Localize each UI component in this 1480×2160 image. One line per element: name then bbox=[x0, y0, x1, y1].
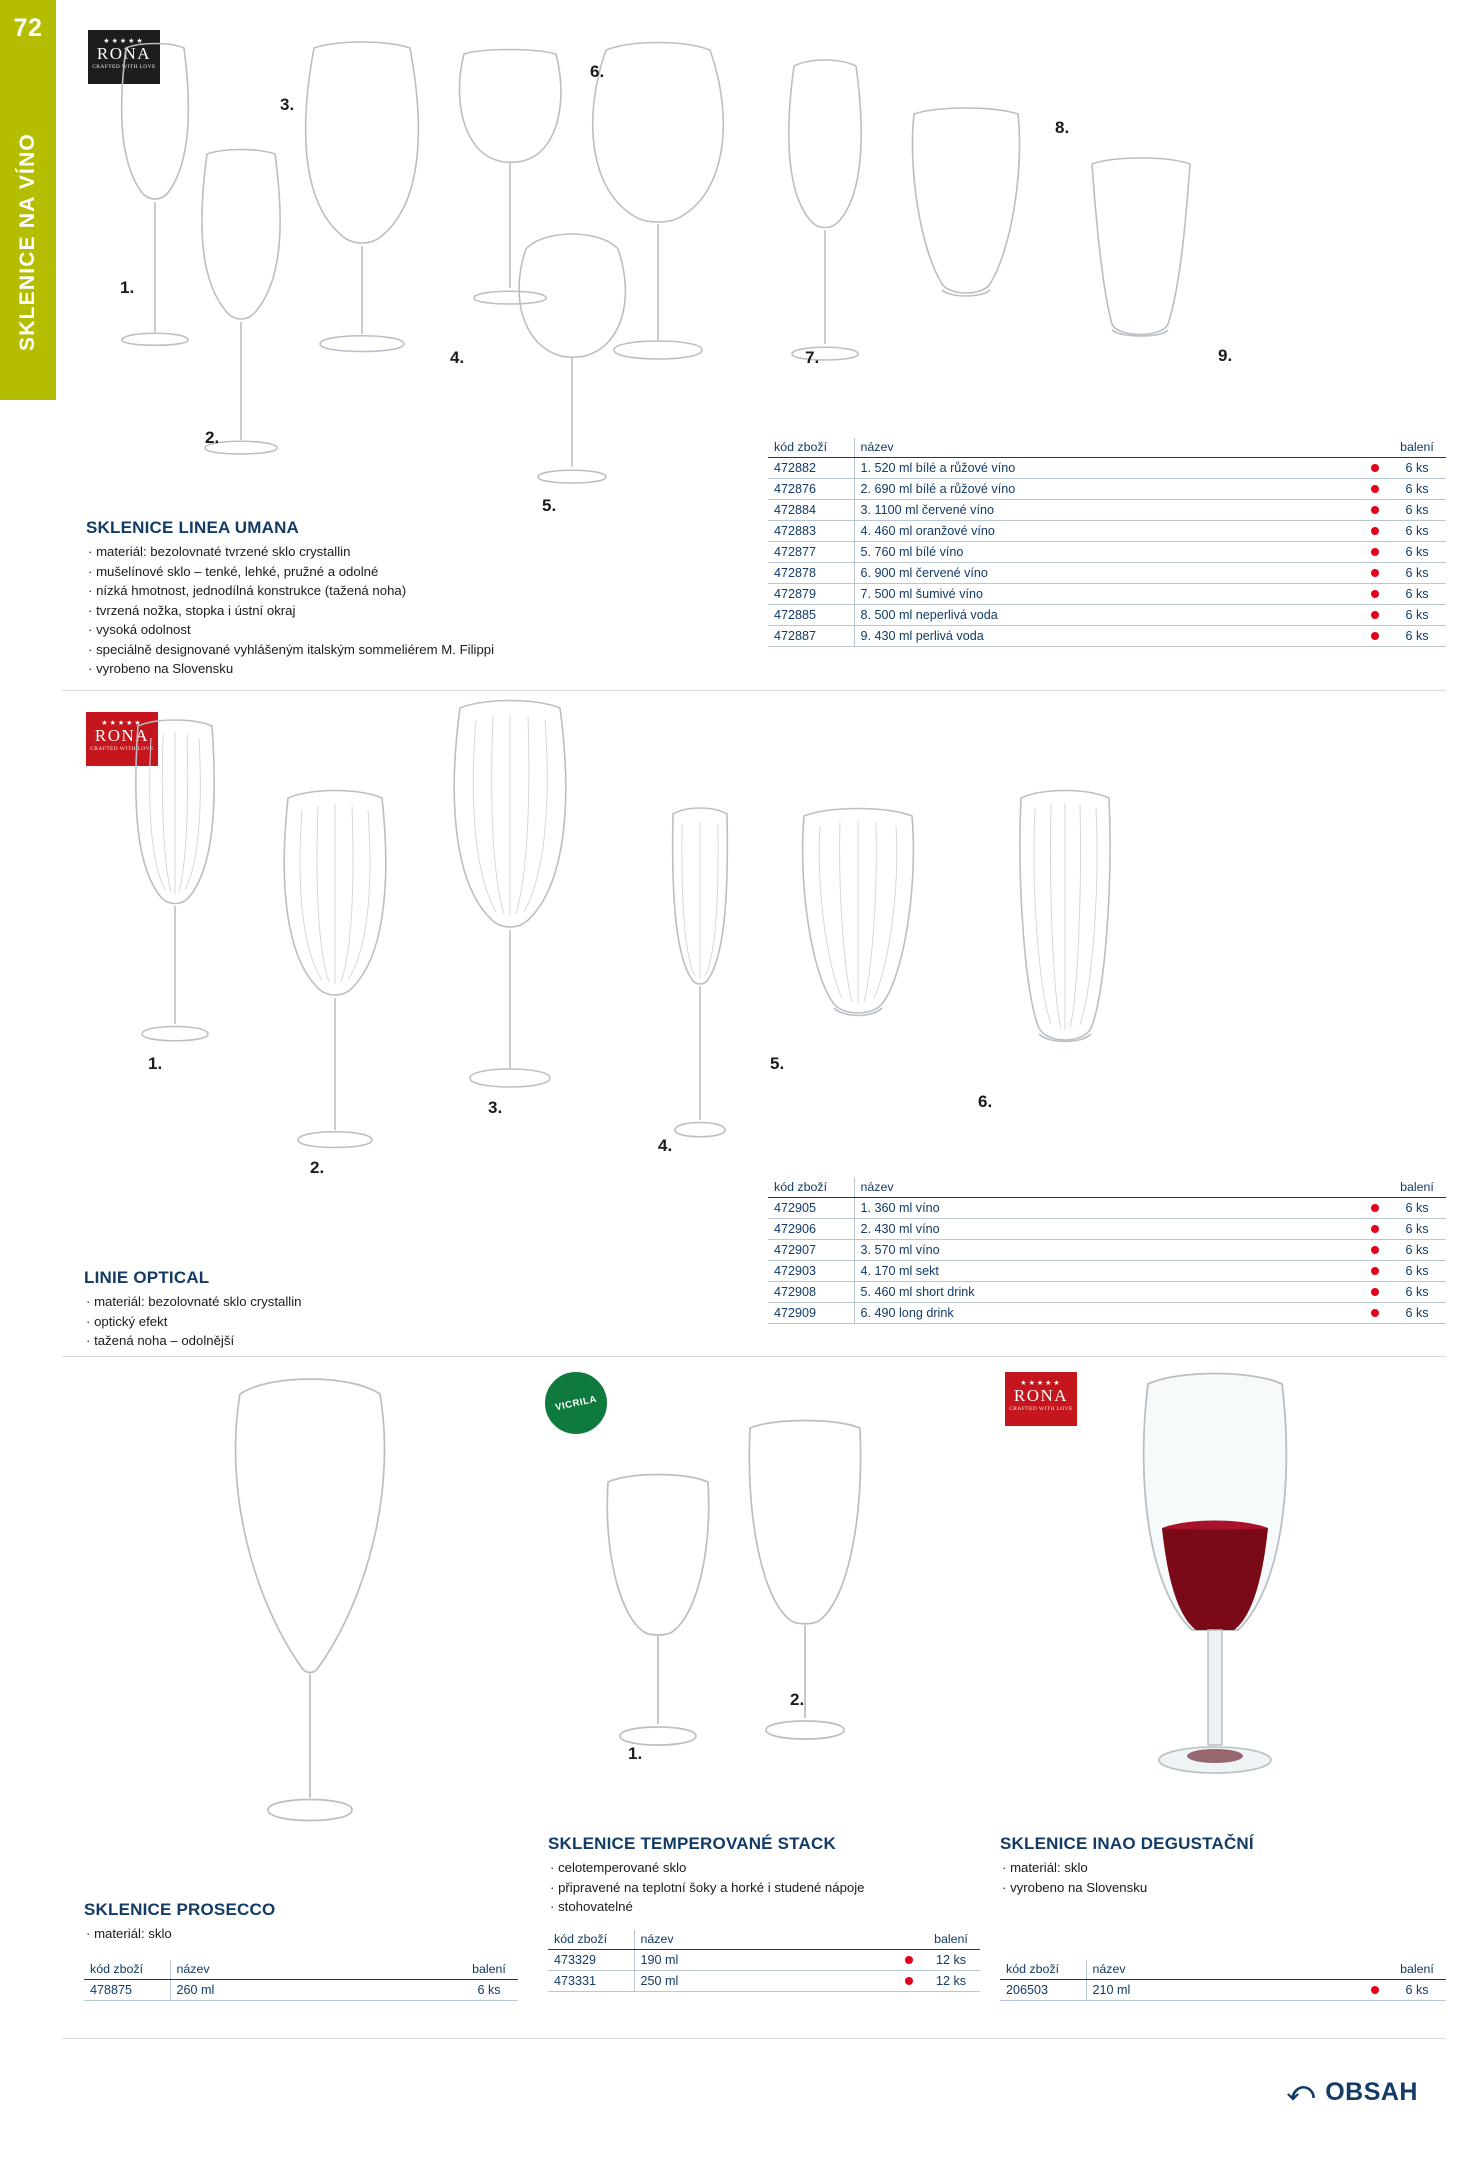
red-dot-icon bbox=[1371, 1986, 1379, 1994]
cell-name: 1. 520 ml bílé a růžové víno bbox=[854, 458, 1362, 479]
cell-pack: 6 ks bbox=[1388, 479, 1446, 500]
table-header-row bbox=[768, 438, 1446, 458]
cell-pack: 12 ks bbox=[922, 1971, 980, 1992]
bullet: · materiál: sklo bbox=[1002, 1858, 1342, 1878]
th-dot bbox=[1362, 438, 1388, 458]
cell-dot bbox=[1362, 605, 1388, 626]
table-row bbox=[768, 479, 1446, 500]
table-row bbox=[768, 1198, 1446, 1219]
cell-dot bbox=[1362, 1240, 1388, 1261]
product-image-8 bbox=[898, 108, 1033, 318]
table-row bbox=[768, 1240, 1446, 1261]
red-dot-icon bbox=[1371, 1204, 1379, 1212]
callout-1-4: 4. bbox=[450, 348, 465, 367]
product-image-prosecco bbox=[210, 1368, 410, 1838]
cell-pack: 6 ks bbox=[1388, 584, 1446, 605]
cell-dot bbox=[1362, 1198, 1388, 1219]
callout-1-7: 7. bbox=[805, 348, 820, 367]
cell-dot bbox=[1362, 479, 1388, 500]
cell-code: 472903 bbox=[768, 1261, 854, 1282]
cell-name: 260 ml bbox=[170, 1980, 460, 2001]
cell-name: 9. 430 ml perlivá voda bbox=[854, 626, 1362, 647]
cell-name: 5. 460 ml short drink bbox=[854, 1282, 1362, 1303]
bullet: · připravené na teplotní šoky a horké i studené nápoje bbox=[550, 1878, 970, 1898]
cell-code: 472882 bbox=[768, 458, 854, 479]
rona-name: RONA bbox=[96, 44, 152, 63]
red-dot-icon bbox=[1371, 548, 1379, 556]
red-dot-icon bbox=[1371, 611, 1379, 619]
red-dot-icon bbox=[1371, 632, 1379, 640]
cell-code: 472907 bbox=[768, 1240, 854, 1261]
rona-name: RONA bbox=[1013, 1386, 1069, 1405]
red-dot-icon bbox=[1371, 464, 1379, 472]
red-dot-icon bbox=[1371, 1288, 1379, 1296]
cell-dot bbox=[1362, 626, 1388, 647]
price-table-inao bbox=[1000, 1960, 1446, 2001]
callout-1-3: 3. bbox=[280, 95, 295, 114]
cell-code: 472906 bbox=[768, 1219, 854, 1240]
cell-pack: 6 ks bbox=[1388, 542, 1446, 563]
cell-name: 2. 690 ml bílé a růžové víno bbox=[854, 479, 1362, 500]
th-pack: balení bbox=[1388, 438, 1446, 458]
cell-pack: 6 ks bbox=[1388, 1261, 1446, 1282]
product-bullets-stack bbox=[550, 1858, 970, 1917]
cell-code: 473329 bbox=[548, 1950, 634, 1971]
cell-pack: 12 ks bbox=[922, 1950, 980, 1971]
cell-code: 478875 bbox=[84, 1980, 170, 2001]
cell-dot bbox=[1362, 1303, 1388, 1324]
th-pack: balení bbox=[460, 1960, 518, 1980]
callout-1-6: 6. bbox=[590, 62, 605, 81]
callout-1-5: 5. bbox=[542, 496, 557, 515]
cell-name: 6. 900 ml červené víno bbox=[854, 563, 1362, 584]
cell-code: 472879 bbox=[768, 584, 854, 605]
cell-dot bbox=[1362, 521, 1388, 542]
brand-logo-vicrila bbox=[545, 1372, 607, 1434]
table-row bbox=[768, 500, 1446, 521]
red-dot-icon bbox=[1371, 527, 1379, 535]
product-image-7 bbox=[770, 58, 880, 388]
page-side-tab bbox=[0, 0, 56, 400]
cell-pack: 6 ks bbox=[1388, 1240, 1446, 1261]
cell-code: 472876 bbox=[768, 479, 854, 500]
product-image-stack-2 bbox=[730, 1420, 880, 1800]
callout-1-8: 8. bbox=[1055, 118, 1070, 137]
table-row bbox=[768, 605, 1446, 626]
divider-2 bbox=[62, 1356, 1446, 1357]
red-dot-icon bbox=[905, 1977, 913, 1985]
cell-dot bbox=[1362, 563, 1388, 584]
obsah-label: OBSAH bbox=[1325, 2077, 1418, 2106]
product-title-linea-umana: SKLENICE LINEA UMANA bbox=[86, 518, 300, 537]
cell-dot bbox=[1362, 1219, 1388, 1240]
cell-pack: 6 ks bbox=[460, 1980, 518, 2001]
callout-4-2: 2. bbox=[790, 1690, 805, 1709]
product-bullets-linea-umana bbox=[88, 542, 618, 679]
table-row bbox=[768, 626, 1446, 647]
page-number: 72 bbox=[13, 14, 43, 42]
product-title-inao: SKLENICE INAO DEGUSTAČNÍ bbox=[1000, 1834, 1254, 1853]
callout-1-1: 1. bbox=[120, 278, 135, 297]
rona-name: RONA bbox=[94, 726, 150, 745]
callout-2-6: 6. bbox=[978, 1092, 993, 1111]
cell-dot bbox=[1362, 500, 1388, 521]
th-name: název bbox=[634, 1930, 896, 1950]
price-table-linea-umana bbox=[768, 438, 1446, 647]
callout-1-2: 2. bbox=[205, 428, 220, 447]
product-bullets-linie-optical bbox=[86, 1292, 506, 1351]
product-image-2 bbox=[185, 148, 295, 478]
bullet: · celotemperované sklo bbox=[550, 1858, 970, 1878]
cell-dot bbox=[1362, 1261, 1388, 1282]
cell-pack: 6 ks bbox=[1388, 626, 1446, 647]
cell-dot bbox=[1362, 542, 1388, 563]
page-category-label: SKLENICE NA VÍNO bbox=[16, 133, 39, 351]
cell-name: 3. 1100 ml červené víno bbox=[854, 500, 1362, 521]
cell-code: 472884 bbox=[768, 500, 854, 521]
cell-dot bbox=[896, 1950, 922, 1971]
table-row bbox=[768, 1303, 1446, 1324]
callout-2-5: 5. bbox=[770, 1054, 785, 1073]
product-image-optical-1 bbox=[118, 718, 233, 1068]
cell-name: 6. 490 long drink bbox=[854, 1303, 1362, 1324]
th-dot bbox=[896, 1930, 922, 1950]
vicrila-name: VICRILA bbox=[554, 1393, 598, 1413]
table-row bbox=[768, 458, 1446, 479]
cell-name: 7. 500 ml šumivé víno bbox=[854, 584, 1362, 605]
cell-name: 1. 360 ml víno bbox=[854, 1198, 1362, 1219]
bullet: · tažená noha – odolnější bbox=[86, 1331, 506, 1351]
rona-sub: CRAFTED WITH LOVE bbox=[92, 64, 156, 70]
cell-pack: 6 ks bbox=[1388, 500, 1446, 521]
back-arrow-icon: ⤺ bbox=[1286, 2076, 1316, 2106]
bullet: · vyrobeno na Slovensku bbox=[88, 659, 618, 679]
product-image-inao bbox=[1110, 1368, 1320, 1838]
cell-name: 210 ml bbox=[1086, 1980, 1362, 2001]
bullet: · materiál: bezolovnaté tvrzené sklo crystallin bbox=[88, 542, 618, 562]
th-code: kód zboží bbox=[1000, 1960, 1086, 1980]
th-name: název bbox=[170, 1960, 460, 1980]
obsah-link[interactable] bbox=[1287, 2076, 1418, 2108]
cell-dot bbox=[1362, 1980, 1388, 2001]
red-dot-icon bbox=[1371, 569, 1379, 577]
cell-code: 473331 bbox=[548, 1971, 634, 1992]
bullet: · vyrobeno na Slovensku bbox=[1002, 1878, 1342, 1898]
cell-pack: 6 ks bbox=[1388, 458, 1446, 479]
product-image-optical-4 bbox=[655, 808, 745, 1168]
bullet: · nízká hmotnost, jednodílná konstrukce (tažená noha) bbox=[88, 581, 618, 601]
product-image-optical-3 bbox=[440, 700, 580, 1120]
table-row bbox=[768, 521, 1446, 542]
cell-pack: 6 ks bbox=[1388, 563, 1446, 584]
cell-name: 8. 500 ml neperlivá voda bbox=[854, 605, 1362, 626]
table-row bbox=[548, 1971, 980, 1992]
th-code: kód zboží bbox=[84, 1960, 170, 1980]
red-dot-icon bbox=[1371, 506, 1379, 514]
callout-1-9: 9. bbox=[1218, 346, 1233, 365]
bullet: · vysoká odolnost bbox=[88, 620, 618, 640]
table-row bbox=[84, 1980, 518, 2001]
product-image-6 bbox=[578, 40, 738, 400]
product-title-stack: SKLENICE TEMPEROVANÉ STACK bbox=[548, 1834, 836, 1853]
th-pack: balení bbox=[922, 1930, 980, 1950]
callout-2-1: 1. bbox=[148, 1054, 163, 1073]
divider-3 bbox=[62, 2038, 1446, 2039]
cell-name: 190 ml bbox=[634, 1950, 896, 1971]
product-image-3 bbox=[290, 38, 435, 383]
cell-dot bbox=[1362, 584, 1388, 605]
product-image-optical-5 bbox=[790, 808, 925, 1048]
bullet: · stohovatelné bbox=[550, 1897, 970, 1917]
cell-code: 472887 bbox=[768, 626, 854, 647]
th-pack: balení bbox=[1388, 1960, 1446, 1980]
cell-name: 4. 460 ml oranžové víno bbox=[854, 521, 1362, 542]
bullet: · materiál: bezolovnaté sklo crystallin bbox=[86, 1292, 506, 1312]
bullet: · speciálně designované vyhlášeným italským sommeliérem M. Filippi bbox=[88, 640, 618, 660]
th-pack: balení bbox=[1388, 1178, 1446, 1198]
callout-4-1: 1. bbox=[628, 1744, 643, 1763]
cell-code: 472908 bbox=[768, 1282, 854, 1303]
callout-2-2: 2. bbox=[310, 1158, 325, 1177]
cell-name: 3. 570 ml víno bbox=[854, 1240, 1362, 1261]
table-row bbox=[548, 1950, 980, 1971]
cell-code: 206503 bbox=[1000, 1980, 1086, 2001]
bullet: · optický efekt bbox=[86, 1312, 506, 1332]
table-row bbox=[768, 542, 1446, 563]
cell-code: 472878 bbox=[768, 563, 854, 584]
product-bullets-prosecco bbox=[86, 1924, 386, 1944]
cell-dot bbox=[896, 1971, 922, 1992]
th-dot bbox=[1362, 1960, 1388, 1980]
red-dot-icon bbox=[1371, 1309, 1379, 1317]
red-dot-icon bbox=[1371, 1225, 1379, 1233]
red-dot-icon bbox=[1371, 590, 1379, 598]
rona-sub: CRAFTED WITH LOVE bbox=[1009, 1406, 1073, 1412]
cell-pack: 6 ks bbox=[1388, 1303, 1446, 1324]
product-bullets-inao bbox=[1002, 1858, 1342, 1897]
cell-name: 250 ml bbox=[634, 1971, 896, 1992]
brand-logo-rona-red-2 bbox=[1005, 1372, 1077, 1426]
cell-code: 472885 bbox=[768, 605, 854, 626]
table-row bbox=[768, 584, 1446, 605]
red-dot-icon bbox=[905, 1956, 913, 1964]
red-dot-icon bbox=[1371, 1246, 1379, 1254]
th-code: kód zboží bbox=[548, 1930, 634, 1950]
product-image-stack-1 bbox=[588, 1474, 728, 1804]
price-table-linie-optical bbox=[768, 1178, 1446, 1324]
product-title-prosecco: SKLENICE PROSECCO bbox=[84, 1900, 276, 1919]
rona-sub: CRAFTED WITH LOVE bbox=[90, 746, 154, 752]
table-header-row bbox=[84, 1960, 518, 1980]
table-row bbox=[768, 563, 1446, 584]
th-dot bbox=[1362, 1178, 1388, 1198]
th-code: kód zboží bbox=[768, 1178, 854, 1198]
rona-stars: ★★★★★ bbox=[103, 37, 145, 45]
product-image-9 bbox=[1078, 158, 1203, 358]
cell-name: 5. 760 ml bílé víno bbox=[854, 542, 1362, 563]
table-header-row bbox=[548, 1930, 980, 1950]
price-table-prosecco bbox=[84, 1960, 518, 2001]
cell-code: 472883 bbox=[768, 521, 854, 542]
cell-code: 472909 bbox=[768, 1303, 854, 1324]
product-image-optical-2 bbox=[270, 790, 400, 1180]
divider-1 bbox=[62, 690, 1446, 691]
price-table-stack bbox=[548, 1930, 980, 1992]
bullet: · tvrzená nožka, stopka i ústní okraj bbox=[88, 601, 618, 621]
product-title-linie-optical: LINIE OPTICAL bbox=[84, 1268, 210, 1287]
cell-dot bbox=[1362, 458, 1388, 479]
rona-stars: ★★★★★ bbox=[101, 719, 143, 727]
table-row bbox=[1000, 1980, 1446, 2001]
rona-stars: ★★★★★ bbox=[1020, 1379, 1062, 1387]
cell-name: 4. 170 ml sekt bbox=[854, 1261, 1362, 1282]
table-header-row bbox=[1000, 1960, 1446, 1980]
th-code: kód zboží bbox=[768, 438, 854, 458]
cell-pack: 6 ks bbox=[1388, 605, 1446, 626]
table-header-row bbox=[768, 1178, 1446, 1198]
th-name: název bbox=[1086, 1960, 1362, 1980]
th-name: název bbox=[854, 438, 1362, 458]
product-image-optical-6 bbox=[1005, 790, 1125, 1080]
bullet: · materiál: sklo bbox=[86, 1924, 386, 1944]
cell-pack: 6 ks bbox=[1388, 1980, 1446, 2001]
red-dot-icon bbox=[1371, 1267, 1379, 1275]
bullet: · mušelínové sklo – tenké, lehké, pružné a odolné bbox=[88, 562, 618, 582]
callout-2-3: 3. bbox=[488, 1098, 503, 1117]
table-row bbox=[768, 1282, 1446, 1303]
cell-pack: 6 ks bbox=[1388, 1219, 1446, 1240]
th-name: název bbox=[854, 1178, 1362, 1198]
table-row bbox=[768, 1261, 1446, 1282]
cell-dot bbox=[1362, 1282, 1388, 1303]
cell-code: 472877 bbox=[768, 542, 854, 563]
cell-code: 472905 bbox=[768, 1198, 854, 1219]
cell-pack: 6 ks bbox=[1388, 1198, 1446, 1219]
cell-pack: 6 ks bbox=[1388, 1282, 1446, 1303]
table-row bbox=[768, 1219, 1446, 1240]
cell-pack: 6 ks bbox=[1388, 521, 1446, 542]
cell-name: 2. 430 ml víno bbox=[854, 1219, 1362, 1240]
callout-2-4: 4. bbox=[658, 1136, 673, 1155]
red-dot-icon bbox=[1371, 485, 1379, 493]
